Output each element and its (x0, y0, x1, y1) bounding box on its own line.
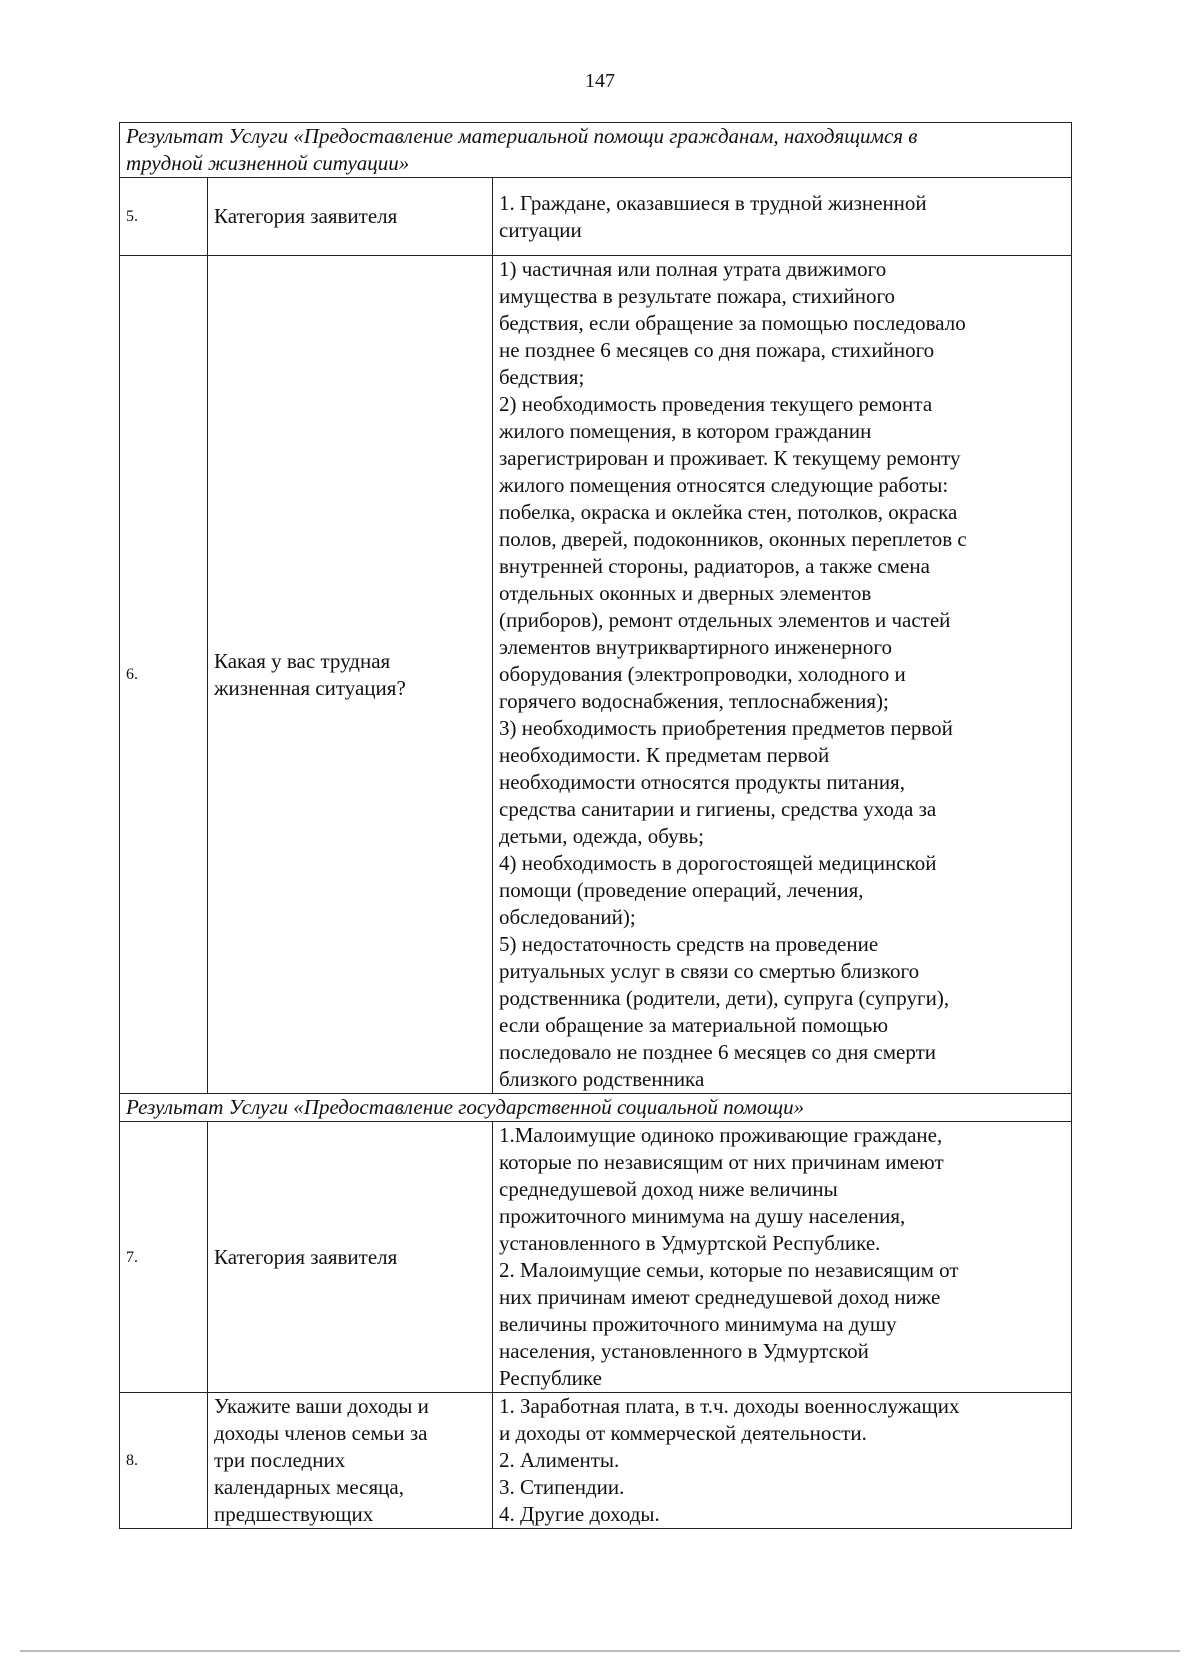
text-line: обследований); (499, 905, 636, 929)
text-line: жизненная ситуация? (214, 675, 406, 700)
answer-cell (493, 1393, 1072, 1529)
text-line: 3) необходимость приобретения предметов первой (499, 716, 953, 740)
row-number: 7. (120, 1122, 208, 1393)
text-line: 1. Заработная плата, в т.ч. доходы военнослужащих (499, 1394, 960, 1418)
text-line: календарных месяца, (214, 1475, 404, 1499)
text-line: побелка, окраска и оклейка стен, потолков, окраска (499, 500, 958, 524)
text-line: 5) недостаточность средств на проведение (499, 932, 879, 956)
text-line: средства санитарии и гигиены, средства ухода за (499, 797, 937, 821)
text-line: помощи (проведение операций, лечения, (499, 878, 864, 902)
document-table (119, 122, 1072, 1529)
text-line: прожиточного минимума на душу населения, (499, 1204, 906, 1228)
text-line: отдельных оконных и дверных элементов (499, 581, 872, 605)
text-line: и доходы от коммерческой деятельности. (499, 1421, 867, 1445)
section-title (120, 1094, 1072, 1122)
text-line: среднедушевой доход ниже величины (499, 1177, 838, 1201)
text-line: бедствия, если обращение за помощью последовало (499, 311, 966, 335)
text-line: предшествующих (214, 1502, 374, 1526)
text-line: 1. Граждане, оказавшиеся в трудной жизненной (499, 190, 927, 215)
text-line: 1) частичная или полная утрата движимого (499, 257, 887, 281)
text-line: если обращение за материальной помощью (499, 1013, 889, 1037)
text-line: Укажите ваши доходы и (214, 1394, 429, 1418)
text-line: родственника (родители, дети), супруга (супруги), (499, 986, 950, 1010)
text-line: последовало не позднее 6 месяцев со дня смерти (499, 1040, 937, 1064)
text-line: полов, дверей, подоконников, оконных переплетов с (499, 527, 967, 551)
text-line: Результат Услуги «Предоставление государственной социальной помощи» (126, 1095, 805, 1119)
row-number: 5. (120, 178, 208, 256)
text-line: ритуальных услуг в связи со смертью близкого (499, 959, 920, 983)
text-line: которые по независящим от них причинам имеют (499, 1150, 944, 1174)
text-line: необходимости относятся продукты питания, (499, 770, 905, 794)
text-line: 2. Алименты. (499, 1448, 620, 1472)
text-line: Категория заявителя (214, 204, 398, 228)
text-line: бедствия; (499, 365, 585, 389)
text-line: близкого родственника (499, 1067, 705, 1091)
answer-cell (493, 1122, 1072, 1393)
table-row (120, 256, 1072, 1094)
text-line: 3. Стипендии. (499, 1475, 625, 1499)
question-cell (208, 178, 493, 256)
text-line: населения, установленного в Удмуртской (499, 1339, 869, 1363)
text-line: Категория заявителя (214, 1244, 398, 1269)
text-line: три последних (214, 1448, 346, 1472)
text-line: доходы членов семьи за (214, 1421, 428, 1445)
section-header-row (120, 1094, 1072, 1122)
text-line: величины прожиточного минимума на душу (499, 1312, 897, 1336)
answer-cell (493, 256, 1072, 1094)
answer-cell (493, 178, 1072, 256)
text-line: необходимости. К предметам первой (499, 743, 830, 767)
text-line: (приборов), ремонт отдельных элементов и частей (499, 608, 951, 632)
text-line: Республике (499, 1366, 602, 1390)
text-line: детьми, одежда, обувь; (499, 824, 704, 848)
text-line: внутренней стороны, радиаторов, а также смена (499, 554, 930, 578)
text-line: 2) необходимость проведения текущего ремонта (499, 392, 933, 416)
table-row (120, 1393, 1072, 1529)
text-line: 1.Малоимущие одиноко проживающие граждане, (499, 1123, 943, 1147)
text-line: горячего водоснабжения, теплоснабжения); (499, 689, 889, 713)
text-line: не позднее 6 месяцев со дня пожара, стихийного (499, 338, 935, 362)
question-cell (208, 256, 493, 1094)
scan-edge-line (20, 1650, 1180, 1652)
text-line: жилого помещения относятся следующие работы: (499, 473, 949, 497)
table-row (120, 1122, 1072, 1393)
text-line: Какая у вас трудная (214, 648, 391, 673)
text-line: 4) необходимость в дорогостоящей медицинской (499, 851, 937, 875)
text-line: 2. Малоимущие семьи, которые по независящим от (499, 1258, 959, 1282)
text-line: элементов внутриквартирного инженерного (499, 635, 892, 659)
row-number: 6. (120, 256, 208, 1094)
text-line: имущества в результате пожара, стихийного (499, 284, 896, 308)
text-line: 4. Другие доходы. (499, 1502, 660, 1526)
text-line: Результат Услуги «Предоставление материальной помощи гражданам, находящимся в (126, 124, 918, 148)
row-number: 8. (120, 1393, 208, 1529)
text-line: зарегистрирован и проживает. К текущему ремонту (499, 446, 961, 470)
section-header-row (120, 123, 1072, 178)
table-row (120, 178, 1072, 256)
text-line: оборудования (электропроводки, холодного и (499, 662, 906, 686)
question-cell (208, 1122, 493, 1393)
page-number: 147 (585, 70, 615, 92)
text-line: ситуации (499, 217, 582, 242)
section-title (120, 123, 1072, 178)
text-line: жилого помещения, в котором гражданин (499, 419, 872, 443)
text-line: трудной жизненной ситуации» (126, 151, 410, 175)
question-cell (208, 1393, 493, 1529)
text-line: них причинам имеют среднедушевой доход ниже (499, 1285, 941, 1309)
text-line: установленного в Удмуртской Республике. (499, 1231, 881, 1255)
